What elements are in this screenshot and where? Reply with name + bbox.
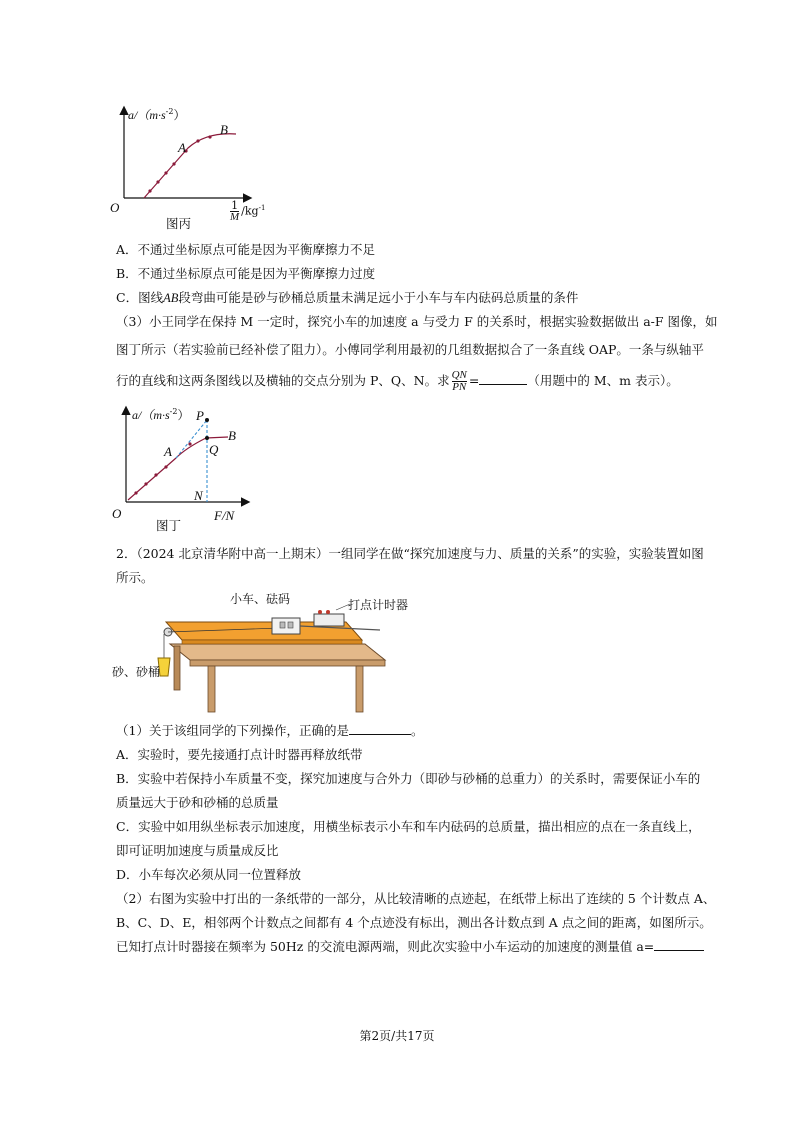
point-Q [205,436,209,440]
x-axis-num: 1 [231,199,239,212]
point-N-label: N [194,488,203,503]
bucket-label: 砂、砂桶 [112,665,161,679]
sub2-answer-blank[interactable] [654,938,704,951]
q3-line3 [116,368,686,394]
sub1-stem-end: 。 [410,723,424,738]
y-axis-label: a/（m·s [128,108,166,122]
x-axis-unit: /kg [241,204,259,218]
board-edge [182,640,362,644]
point-P [205,418,209,422]
q3-line3-post: （用题中的 M、m 表示）。 [527,373,679,388]
q3-frac-num: QN [451,369,467,381]
q3-frac-den: PN [452,381,467,393]
option-c-ab: AB [163,291,179,305]
point-Q-label: Q [209,442,219,457]
sub1-answer-blank[interactable] [349,722,411,735]
point-A-label: A [164,444,172,459]
sub1-stem-text: （1）关于该组同学的下列操作，正确的是 [116,723,349,738]
origin-label: O [110,200,120,215]
figure-bing [110,100,280,230]
sub2-line1: （2）右图为实验中打出的一条纸带的一部分，从比较清晰的点迹起，在纸带上标出了连续的 5 个计数点 A、 [116,891,716,906]
sub2-line3 [116,938,686,956]
oap-line [176,420,207,458]
y-axis-exp: -2 [169,407,178,416]
apparatus-figure [110,588,409,714]
y-axis-label: a/（m·s [132,408,170,422]
point-B-label: B [228,428,236,443]
q3-line1: （3）小王同学在保持 M 一定时，探究小车的加速度 a 与受力 F 的关系时，根据实验数据做出 a-F 图像，如 [116,314,718,329]
cart [272,618,300,634]
point-P-label: P [196,408,204,423]
y-axis-close: ） [177,408,190,422]
q3-equals: = [468,373,480,388]
option-a: A．不通过坐标原点可能是因为平衡摩擦力不足 [116,242,376,257]
x-axis-unit-exp: -1 [258,203,266,212]
cart-label: 小车、砝码 [230,592,291,606]
a-curve [144,134,236,198]
x-axis-den: M [230,211,240,223]
sub1-option-d: D．小车每次必须从同一位置释放 [116,867,302,882]
timer-label: 打点计时器 [348,598,409,612]
origin-label: O [112,506,122,521]
sub2-line3-text: 已知打点计时器接在频率为 50Hz 的交流电源两端，则此次实验中小车运动的加速度的测量值 a= [116,939,655,954]
sub1-option-c-line1: C．实验中如用纵坐标表示加速度，用横坐标表示小车和车内砝码的总质量，描出相应的点在一条直线上， [116,819,701,834]
timer [314,614,344,626]
page-footer: 第2页/共17页 [359,1029,435,1043]
q3-answer-blank[interactable] [479,372,527,385]
q3-line3-pre: 行的直线和这两条图线以及横轴的交点分别为 P、Q、N。求 [116,373,450,388]
sub1-option-a: A．实验时，要先接通打点计时器再释放纸带 [116,747,363,762]
q2-line2: 所示。 [116,570,154,585]
x-axis-label: F/N [214,508,235,523]
figure-ding [110,400,270,532]
option-c-pre: C．图线 [116,290,164,305]
figure-bing-caption: 图丙 [166,216,192,231]
y-axis-exp: -2 [165,107,174,116]
figure-ding-caption: 图丁 [156,518,182,533]
table-leg [208,666,215,712]
table-top [170,644,385,660]
q2-line1: 2．（2024 北京清华附中高一上期末）一组同学在做“探究加速度与力、质量的关系”的实验，实验装置如图 [116,546,704,561]
table-leg [356,666,363,712]
option-c-post: 段弯曲可能是砂与砂桶总质量未满足远小于小车与车内砝码总质量的条件 [178,290,579,305]
sub1-option-b-line1: B．实验中若保持小车质量不变，探究加速度与合外力（即砂与砂桶的总重力）的关系时，需要保证小车的 [116,771,701,786]
x-axis-label [228,200,265,223]
sub2-line2: B、C、D、E，相邻两个计数点之间都有 4 个点迹没有标出，测出各计数点到 A 点之间的距离，如图所示。 [116,915,712,930]
point-B-label: B [220,122,228,137]
option-c [116,289,686,307]
table-edge [190,660,385,666]
option-b: B．不通过坐标原点可能是因为平衡摩擦力过度 [116,266,376,281]
sub1-option-b-line2: 质量远大于砂和砂桶的总质量 [116,795,279,810]
q3-line2: 图丁所示（若实验前已经补偿了阻力）。小傅同学利用最初的几组数据拟合了一条直线 OAP。一条与纵轴平 [116,342,704,357]
sub1-stem [116,722,686,740]
sub1-option-c-line2: 即可证明加速度与质量成反比 [116,843,279,858]
point-A-label: A [178,140,186,155]
y-axis-close: ） [173,108,186,122]
table-leg [174,646,180,690]
